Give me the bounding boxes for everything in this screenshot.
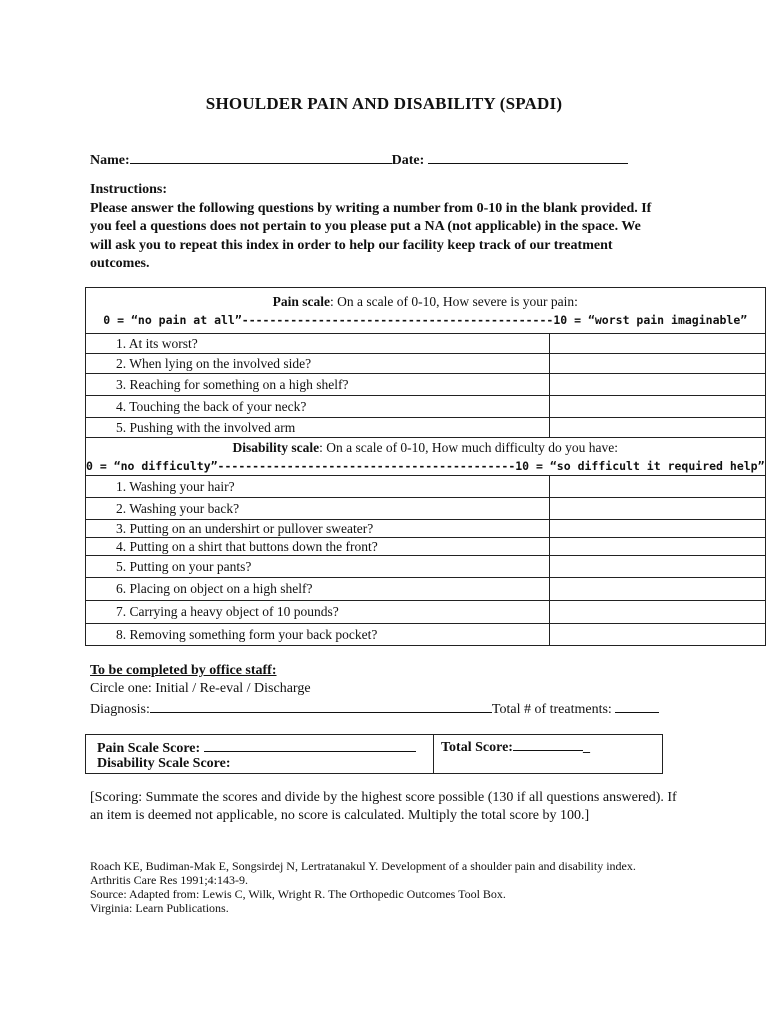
pain-scale-range: 0 = “no pain at all”---------------------------------------------10 = “worst pain imaginable” [103, 312, 748, 327]
table-row [86, 601, 766, 624]
table-row [86, 374, 766, 396]
question-label: 8. Removing something form your back pocket? [86, 624, 550, 646]
table-row [86, 354, 766, 374]
pain-score-field[interactable] [204, 737, 416, 752]
disability-header-row [86, 438, 766, 476]
answer-cell[interactable] [549, 396, 765, 418]
diagnosis-field[interactable] [150, 698, 492, 713]
reference-line: Arthritis Care Res 1991;4:143-9. [90, 873, 248, 887]
answer-cell[interactable] [549, 578, 765, 601]
table-row [86, 498, 766, 520]
disability-scale-prompt: : On a scale of 0-10, How much difficulty do you have: [319, 439, 619, 455]
score-box [85, 734, 663, 774]
question-label: 1. At its worst? [86, 334, 550, 354]
answer-cell[interactable] [549, 556, 765, 578]
reference-line: Roach KE, Budiman-Mak E, Songsirdej N, Lertratanakul Y. Development of a shoulder pain and disability index. [90, 859, 636, 873]
treatments-label: Total # of treatments: [491, 702, 616, 717]
answer-cell[interactable] [549, 334, 765, 354]
question-label: 1. Washing your hair? [86, 476, 550, 498]
date-label: Date: [391, 153, 428, 168]
answer-cell[interactable] [549, 374, 765, 396]
reference-line: Virginia: Learn Publications. [90, 901, 229, 915]
table-row [86, 538, 766, 556]
question-label: 2. Washing your back? [86, 498, 550, 520]
answer-cell[interactable] [549, 418, 765, 438]
total-score-row [441, 736, 590, 757]
table-row [86, 624, 766, 646]
answer-cell[interactable] [549, 354, 765, 374]
table-row [86, 578, 766, 601]
answer-cell[interactable] [549, 520, 765, 538]
table-row [86, 476, 766, 498]
diagnosis-label: Diagnosis: [90, 702, 150, 717]
office-section [90, 662, 659, 719]
answer-cell[interactable] [549, 624, 765, 646]
total-score-label: Total Score: [441, 740, 513, 755]
total-score-field[interactable] [513, 736, 583, 751]
pain-score-label: Pain Scale Score: [97, 741, 204, 756]
treatments-field[interactable] [615, 698, 659, 713]
answer-cell[interactable] [549, 498, 765, 520]
answer-cell[interactable] [549, 476, 765, 498]
table-row [86, 418, 766, 438]
diagnosis-row [90, 698, 659, 719]
instructions-label: Instructions: [90, 182, 168, 197]
instructions [90, 181, 660, 274]
total-score-suffix: _ [582, 740, 590, 755]
answer-cell[interactable] [549, 601, 765, 624]
reference-line: Source: Adapted from: Lewis C, Wilk, Wright R. The Orthopedic Outcomes Tool Box. [90, 887, 506, 901]
pain-scale-label: Pain scale [272, 293, 331, 309]
disability-score-label: Disability Scale Score: [97, 756, 231, 771]
table-row [86, 556, 766, 578]
question-label: 4. Touching the back of your neck? [86, 396, 550, 418]
pain-header-row [86, 288, 766, 334]
question-label: 7. Carrying a heavy object of 10 pounds? [86, 601, 550, 624]
page-title: SHOULDER PAIN AND DISABILITY (SPADI) [205, 94, 563, 113]
name-date-row [90, 149, 628, 170]
disability-scale-range: 0 = “no difficulty”-------------------------------------------10 = “so difficult it required help” [86, 458, 765, 473]
office-heading: To be completed by office staff: [90, 663, 277, 678]
question-label: 3. Reaching for something on a high shelf? [86, 374, 550, 396]
name-label: Name: [90, 153, 130, 168]
spadi-table [85, 287, 766, 646]
date-field[interactable] [428, 149, 628, 164]
circle-one: Circle one: Initial / Re-eval / Discharge [90, 681, 311, 696]
answer-cell[interactable] [549, 538, 765, 556]
pain-scale-prompt: : On a scale of 0-10, How severe is your pain: [330, 293, 578, 309]
name-field[interactable] [130, 149, 392, 164]
question-label: 5. Putting on your pants? [86, 556, 550, 578]
table-row [86, 520, 766, 538]
question-label: 2. When lying on the involved side? [86, 354, 550, 374]
score-box-divider [433, 735, 434, 773]
question-label: 3. Putting on an undershirt or pullover sweater? [86, 520, 550, 538]
disability-scale-label: Disability scale [232, 439, 320, 455]
table-row [86, 334, 766, 354]
references [90, 859, 690, 915]
instructions-text: Please answer the following questions by writing a number from 0-10 in the blank provided. If you feel a questions does not pertain to you please put a NA (not applicable) in the space. We will ask you to repeat this index in order to help our facility keep track of our treatment outcomes. [90, 200, 652, 271]
scoring-note: [Scoring: Summate the scores and divide by the highest score possible (130 if all questions answered). If an item is deemed not applicable, no score is calculated. Multiply the total score by 100.] [90, 790, 677, 823]
question-label: 4. Putting on a shirt that buttons down the front? [86, 538, 550, 556]
table-row [86, 396, 766, 418]
question-label: 5. Pushing with the involved arm [86, 418, 550, 438]
question-label: 6. Placing on object on a high shelf? [86, 578, 550, 601]
